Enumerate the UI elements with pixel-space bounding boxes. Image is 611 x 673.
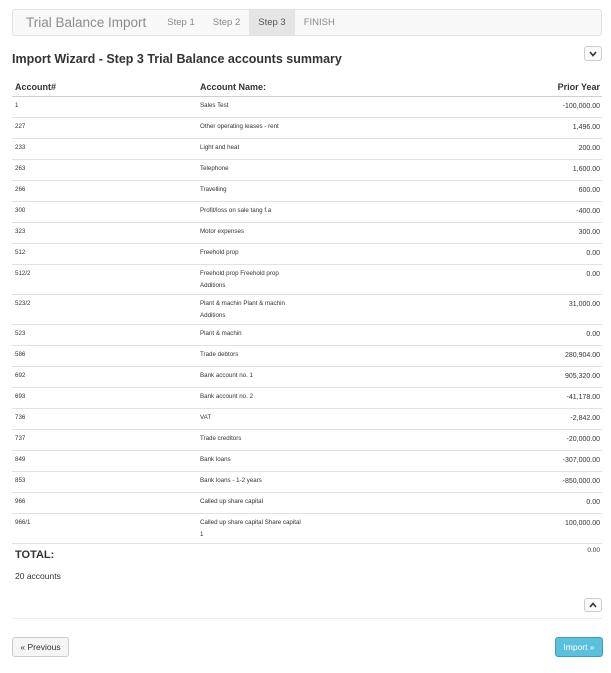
previous-button[interactable]: « Previous	[12, 637, 69, 657]
table-row	[12, 96, 602, 117]
account-name-line: Plant & machin Plant & machin	[200, 299, 285, 307]
total-label: TOTAL:	[15, 549, 55, 561]
account-no-cell	[12, 201, 197, 222]
prior-year-cell	[462, 408, 602, 429]
account-name	[200, 205, 459, 217]
table-row	[12, 201, 602, 222]
prior-year-value: -307,000.00	[562, 456, 600, 464]
table-row	[12, 345, 602, 366]
account-no-cell	[12, 159, 197, 180]
prior-year-value: 1,496.00	[572, 123, 600, 131]
account-no: 266	[15, 185, 26, 193]
account-name	[200, 226, 459, 238]
account-name-cell	[197, 294, 462, 324]
account-name	[200, 163, 459, 175]
account-name-line: Trade debtors	[200, 350, 239, 358]
account-name-cell	[197, 159, 462, 180]
prior-year-value: 0.00	[586, 330, 600, 338]
account-no: 693	[15, 392, 26, 400]
account-name-cell	[197, 201, 462, 222]
prior-year-cell	[462, 471, 602, 492]
account-no-cell	[12, 264, 197, 294]
table-row	[12, 324, 602, 345]
table-row	[12, 450, 602, 471]
account-name	[200, 142, 459, 154]
account-no-cell	[12, 180, 197, 201]
account-no-cell	[12, 387, 197, 408]
account-no-cell	[12, 222, 197, 243]
tab-step-1[interactable]: Step 1	[167, 17, 195, 28]
prior-year-cell	[462, 294, 602, 324]
account-name-cell	[197, 408, 462, 429]
account-name-cell	[197, 471, 462, 492]
account-name	[200, 349, 459, 361]
total-value: 0.00	[587, 547, 600, 554]
header-prior-year: Prior Year	[462, 79, 602, 96]
account-no: 523	[15, 329, 26, 337]
account-name-line: Bank account no. 1	[200, 371, 253, 379]
prior-year-cell	[462, 429, 602, 450]
prior-year-value: -400.00	[576, 207, 600, 215]
prior-year-value: 100,000.00	[564, 519, 600, 527]
prior-year-value: 300.00	[578, 228, 600, 236]
account-name	[200, 475, 459, 487]
header-account-name: Account Name:	[197, 79, 462, 96]
account-name	[200, 517, 459, 541]
account-name	[200, 100, 459, 112]
account-no-cell	[12, 513, 197, 543]
account-name	[200, 370, 459, 382]
prior-year-cell	[462, 345, 602, 366]
account-name	[200, 454, 459, 466]
prior-year-value: -100,000.00	[562, 102, 600, 110]
account-no-cell	[12, 138, 197, 159]
table-row	[12, 366, 602, 387]
account-name-line: Sales Test	[200, 101, 229, 109]
account-name-line: Bank loans	[200, 455, 231, 463]
prior-year-value: 0.00	[586, 498, 600, 506]
account-name-line: Additions	[200, 281, 226, 289]
account-name-line: Light and heat	[200, 143, 240, 151]
account-no: 323	[15, 227, 26, 235]
prior-year-cell	[462, 159, 602, 180]
account-name-line: Other operating leases - rent	[200, 122, 279, 130]
accounts-count: 20 accounts	[15, 571, 61, 581]
account-no: 227	[15, 122, 26, 130]
account-name	[200, 268, 459, 292]
account-name-line: Telephone	[200, 164, 229, 172]
prior-year-value: 200.00	[578, 144, 600, 152]
account-no-cell	[12, 492, 197, 513]
account-name-line: Called up share capital	[200, 497, 263, 505]
prior-year-value: 0.00	[586, 270, 600, 278]
account-no-cell	[12, 96, 197, 117]
account-no: 233	[15, 143, 26, 151]
account-no: 512/2	[15, 269, 31, 277]
account-name	[200, 247, 459, 259]
tab-step-3[interactable]: Step 3	[249, 10, 294, 35]
table-row	[12, 180, 602, 201]
account-name-cell	[197, 243, 462, 264]
account-no-cell	[12, 471, 197, 492]
prior-year-cell	[462, 243, 602, 264]
account-no: 300	[15, 206, 26, 214]
account-name-line: Freehold prop	[200, 248, 239, 256]
account-no-cell	[12, 324, 197, 345]
account-no-cell	[12, 117, 197, 138]
account-no: 523/2	[15, 299, 31, 307]
prior-year-cell	[462, 324, 602, 345]
accounts-table	[12, 79, 602, 544]
account-no-cell	[12, 366, 197, 387]
account-name	[200, 121, 459, 133]
account-name-line: Motor expenses	[200, 227, 245, 235]
account-name-cell	[197, 324, 462, 345]
table-row	[12, 243, 602, 264]
account-no: 737	[15, 434, 26, 442]
account-no: 849	[15, 455, 26, 463]
prior-year-value: 0.00	[586, 249, 600, 257]
prior-year-value: -41,178.00	[566, 393, 600, 401]
account-name-line: Freehold prop Freehold prop	[200, 269, 279, 277]
prior-year-value: 1,600.00	[572, 165, 600, 173]
account-no: 263	[15, 164, 26, 172]
account-name-cell	[197, 450, 462, 471]
account-name-line: Bank loans - 1-2 years	[200, 476, 262, 484]
prior-year-value: 280,904.00	[564, 351, 600, 359]
account-no-cell	[12, 294, 197, 324]
account-no: 1	[15, 101, 19, 109]
prior-year-value: -20,000.00	[566, 435, 600, 443]
wizard-navbar	[12, 9, 602, 36]
table-row	[12, 429, 602, 450]
account-name-line: Additions	[200, 311, 226, 319]
prior-year-cell	[462, 201, 602, 222]
account-name-cell	[197, 387, 462, 408]
account-name	[200, 496, 459, 508]
header-account-no: Account#	[12, 79, 197, 96]
prior-year-cell	[462, 513, 602, 543]
accounts-table-body	[12, 96, 602, 543]
account-name-cell	[197, 96, 462, 117]
account-name-line: Trade creditors	[200, 434, 242, 442]
account-name-cell	[197, 492, 462, 513]
collapse-button[interactable]	[584, 46, 602, 61]
prior-year-cell	[462, 492, 602, 513]
account-name	[200, 433, 459, 445]
account-name-cell	[197, 138, 462, 159]
prior-year-value: -2,842.00	[570, 414, 600, 422]
table-row	[12, 159, 602, 180]
account-no: 512	[15, 248, 26, 256]
account-name-line: Travelling	[200, 185, 227, 193]
prior-year-cell	[462, 387, 602, 408]
prior-year-cell	[462, 180, 602, 201]
account-no-cell	[12, 243, 197, 264]
account-name-line: Profit/loss on sale tang f.a	[200, 206, 272, 214]
divider	[12, 618, 602, 619]
account-no-cell	[12, 345, 197, 366]
account-name-line: 1	[200, 530, 204, 538]
prior-year-cell	[462, 450, 602, 471]
account-no: 966/1	[15, 518, 31, 526]
account-name-line: Plant & machin	[200, 329, 242, 337]
scroll-top-button[interactable]	[584, 598, 602, 612]
account-no-cell	[12, 429, 197, 450]
prior-year-cell	[462, 117, 602, 138]
prior-year-cell	[462, 138, 602, 159]
prior-year-value: 600.00	[578, 186, 600, 194]
chevron-down-icon	[589, 51, 597, 57]
account-name	[200, 328, 459, 340]
page-title: Import Wizard - Step 3 Trial Balance accounts summary	[12, 52, 342, 66]
prior-year-value: 905,320.00	[564, 372, 600, 380]
table-row	[12, 222, 602, 243]
account-name	[200, 184, 459, 196]
prior-year-cell	[462, 366, 602, 387]
account-name	[200, 412, 459, 424]
account-name-line: VAT	[200, 413, 212, 421]
account-name-cell	[197, 429, 462, 450]
table-row	[12, 138, 602, 159]
account-name-cell	[197, 513, 462, 543]
account-no: 736	[15, 413, 26, 421]
account-name-cell	[197, 117, 462, 138]
table-row	[12, 492, 602, 513]
account-name-cell	[197, 345, 462, 366]
account-name-line: Called up share capital Share capital	[200, 518, 301, 526]
table-row	[12, 264, 602, 294]
account-name-cell	[197, 222, 462, 243]
account-no: 692	[15, 371, 26, 379]
account-no: 966	[15, 497, 26, 505]
table-row	[12, 387, 602, 408]
prior-year-cell	[462, 96, 602, 117]
prior-year-cell	[462, 222, 602, 243]
account-no: 586	[15, 350, 26, 358]
prior-year-value: 31,000.00	[568, 300, 600, 308]
navbar-brand[interactable]: Trial Balance Import	[26, 15, 147, 30]
prior-year-cell	[462, 264, 602, 294]
account-name-cell	[197, 180, 462, 201]
chevron-up-icon	[589, 602, 597, 608]
prior-year-value: -850,000.00	[562, 477, 600, 485]
account-name	[200, 298, 459, 322]
table-row	[12, 117, 602, 138]
account-no: 853	[15, 476, 26, 484]
account-name-cell	[197, 264, 462, 294]
table-row	[12, 294, 602, 324]
table-row	[12, 513, 602, 543]
account-name	[200, 391, 459, 403]
import-button[interactable]: Import »	[555, 637, 603, 657]
table-row	[12, 408, 602, 429]
account-no-cell	[12, 408, 197, 429]
table-header-row	[12, 79, 602, 96]
table-row	[12, 471, 602, 492]
account-no-cell	[12, 450, 197, 471]
account-name-line: Bank account no. 2	[200, 392, 253, 400]
account-name-cell	[197, 366, 462, 387]
tab-step-2[interactable]: Step 2	[212, 17, 241, 28]
tab-finish[interactable]: FINISH	[303, 17, 335, 28]
